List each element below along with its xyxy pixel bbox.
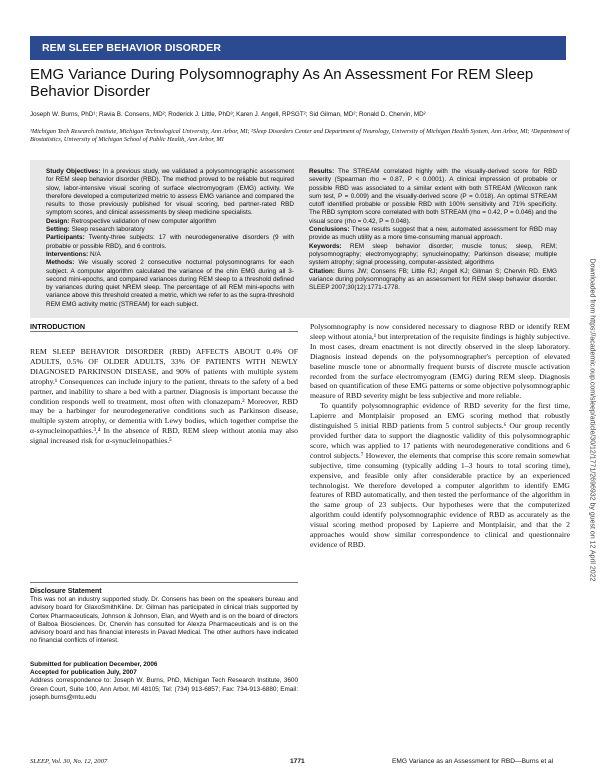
- author-list: Joseph W. Burns, PhD¹; Ravia B. Consens, MD²; Roderick J. Little, PhD³; Karen J. Angell, RPSGT²; Sid Gilman, MD²; Ronald D. Chervin, MD²: [30, 111, 426, 118]
- label: Conclusions:: [309, 226, 350, 234]
- text: Burns JW; Consens FB; Little RJ; Angell KJ; Gilman S; Chervin RD. EMG variance during polysomnography as an assessment for REM sleep behavior disorder. SLEEP 2007;30(12):1771-1778.: [309, 267, 557, 292]
- page-number: 1771: [290, 758, 305, 765]
- label: Setting:: [46, 226, 70, 234]
- abstract-keywords: [309, 243, 557, 268]
- intro-paragraph-3: To quantify polysomnographic evidence of RBD severity for the first time, Lapierre and Montplaisir proposed an EMG scoring method that robustly distinguished 5 initial RBD patients from 5 control subjects.⁶ Our group recently provided further data to support the diagnostic validity of this polysomnographic score, which was applied to 17 patients with neurodegenerative conditions and 6 control subjects.⁷ However, the elements that comprise this score remain somewhat subjective, time consuming (typically adding 1–3 hours to total scoring time), expensive, and feasible only after considerable practice by an experienced technologist. We therefore developed a computer algorithm to identify EMG features of RBD automatically, and then tested the performance of the algorithm in the same group of 23 subjects. Our hypotheses were that the computerized algorithm could identify polysomnographic evidence of RBD as accurately as the visual scoring method proposed by Lapierre and Montplaisir, and that the 2 approaches would show similar correspondence to clinical and questionnaire evidence of RBD.: [310, 401, 570, 549]
- disclosure-text: This was not an industry supported study. Dr. Consens has been on the speakers bureau and advisory board for GlaxoSmithKline. Dr. Gilman has participated in clinical trials supported by Cortex Pharmaceuticals, Johnson & Johnson, Elan, and Wyeth and is on the board of directors of Balboa Biosciences. Dr. Chervin has consulted for Alexza Pharmaceuticals and is on the advisory board and has financial interests in Pavad Medical. The other authors have indicated no financial conflicts of interest.: [30, 596, 298, 645]
- text: Sleep research laboratory: [71, 226, 145, 234]
- text: In a previous study, we validated a polysomnographic assessment for REM sleep behavior disorder (RBD). The method proved to be reliable but required slow, labor-intensive visual scoring of surface electromyogram (EMG) activity. We therefore developed a computerized metric to assess EMG variance and compared the results to those previously published for visual scoring, bed partner-rated RBD symptom scores, and clinical assessments by sleep medicine specialists.: [46, 168, 294, 217]
- journal-citation: SLEEP, Vol. 30, No. 12, 2007: [30, 758, 108, 765]
- abstract-objectives: [46, 168, 294, 218]
- text: These results suggest that a new, automated assessment for RBD may provide as much utility as a more time-consuming manual approach.: [309, 226, 557, 242]
- label: Keywords:: [309, 242, 342, 250]
- section-banner: REM SLEEP BEHAVIOR DISORDER: [30, 36, 566, 60]
- download-watermark: Downloaded from https://academic.oup.com/sleep/article/30/12/1771/2696932 by guest on 12 April 2022: [588, 258, 596, 582]
- text: REM sleep behavior disorder; muscle tonus; sleep, REM; polysomnography; electromyography; synucleinopathy; Parkinson disease; multiple system atrophy; signal processing, computer-assisted; algorithms: [309, 242, 558, 267]
- running-title: EMG Variance as an Assessment for RBD—Burns et al: [392, 758, 554, 765]
- abstract-interventions: [46, 251, 294, 259]
- disclosure-heading: Disclosure Statement: [30, 588, 102, 595]
- abstract-results: [309, 168, 557, 226]
- affiliations: ¹Michigan Tech Research Institute, Michigan Technological University, Ann Arbor, MI; ²Sleep Disorders Center and Department of Neurology, University of Michigan Health System, Ann Arbor, MI; ³Department of Biostatistics, University of Michigan School of Public Health, Ann Arbor, MI: [30, 128, 570, 144]
- abstract-right-column: [309, 168, 557, 292]
- label: Design:: [46, 217, 70, 225]
- article-title: EMG Variance During Polysomnography As An Assessment For REM Sleep Behavior Disorder: [30, 66, 534, 100]
- label: Citation:: [309, 267, 335, 275]
- accepted-date: Accepted for publication July, 2007: [30, 669, 137, 677]
- abstract-design: [46, 218, 294, 226]
- abstract-box: [30, 160, 570, 318]
- divider: [30, 582, 298, 583]
- label: Study Objectives:: [46, 168, 101, 175]
- label: Interventions:: [46, 250, 89, 258]
- text: We visually scored 2 consecutive nocturnal polysomnograms for each subject. A computer algorithm calculated the variance of the chin EMG during all 3-second mini-epochs, and compared variances during REM sleep to a threshold defined by variances during quiet NREM sleep. The percentage of all REM mini-epochs with variance above this threshold created a metric, which we refer to as the supra-threshold REM EMG activity metric (STREAM) for each subject.: [46, 259, 294, 308]
- submission-info: [30, 661, 298, 702]
- abstract-methods: [46, 259, 294, 309]
- text: Retrospective validation of new computer algorithm: [71, 217, 217, 225]
- abstract-participants: [46, 234, 294, 251]
- submitted-date: Submitted for publication December, 2006: [30, 661, 158, 668]
- introduction-right-column: [310, 322, 570, 550]
- label: Participants:: [46, 234, 85, 242]
- divider: [30, 331, 298, 332]
- label: Results:: [309, 168, 335, 175]
- abstract-setting: [46, 226, 294, 234]
- disclosure-statement: [30, 588, 298, 645]
- correspondence: Address correspondence to: Joseph W. Burns, PhD, Michigan Tech Research Institute, 3600 Green Court, Suite 100, Ann Arbor, MI 48105; Tel: (734) 913-6857; Fax: 734-913-6880; Email: joseph.burns@mtu.edu: [30, 677, 298, 701]
- text: Twenty-three subjects: 17 with neurodegenerative disorders (9 with probable or possible RBD), and 6 controls.: [46, 234, 294, 250]
- label: Methods:: [46, 259, 75, 267]
- intro-paragraph-1: REM SLEEP BEHAVIOR DISORDER (RBD) AFFECTS ABOUT 0.4% OF ADULTS, 0.5% OF OLDER ADULTS, 33% OF PATIENTS WITH NEWLY DIAGNOSED PARKINSON DISEASE, and 90% of patients with multiple system atrophy.¹ Consequences can include injury to the patient, threats to the safety of a bed partner, and inability to share a bed with a partner. Diagnosis is important because the condition responds well to treatment, most often with clonazepam.² Moreover, RBD may be a harbinger for neurodegenerative conditions such as Parkinson disease, multiple system atrophy, or dementia with Lewy bodies, which together comprise the α-synucleinopathies.³,⁴ In the absence of RBD, REM sleep without atonia may also signal increased risk for α-synucleinopathies.⁵: [30, 347, 298, 446]
- text: N/A: [90, 250, 101, 258]
- text: The STREAM correlated highly with the visually-derived score for RBD severity (Spearman rho = 0.87, P < 0.0001). A clinical impression of probable or possible RBD was associated to a similar extent with both STREAM (Wilcoxon rank sum test, P = 0.009) and the visually-derived score (P = 0.018). An optimal STREAM cutoff identified probable or possible RBD with 100% sensitivity and 71% specificity. The RBD symptom score correlated with both STREAM (rho = 0.42, P = 0.046) and the visual score (rho = 0.42, P = 0.048).: [309, 168, 557, 225]
- introduction-left-column: [30, 347, 298, 446]
- abstract-left-column: [46, 168, 294, 309]
- introduction-heading: INTRODUCTION: [30, 322, 86, 331]
- abstract-citation: [309, 268, 557, 293]
- intro-paragraph-2: Polysomnography is now considered necessary to diagnose RBD or identify REM sleep without atonia,¹ but interpretation of the requisite findings is highly subjective. In most cases, dream enactment is not directly observed in the sleep laboratory. Diagnosis instead depends on the polysomnographer's perception of elevated baseline muscle tone or abnormally frequent bursts of discrete muscle activation recorded from the surface electromyogram (EMG) during REM sleep. Diagnosis based on quantification of these EMG patterns or some objective polysomnographic measure of RBD severity might be less subjective and more reliable.: [310, 322, 570, 401]
- abstract-conclusions: [309, 226, 557, 243]
